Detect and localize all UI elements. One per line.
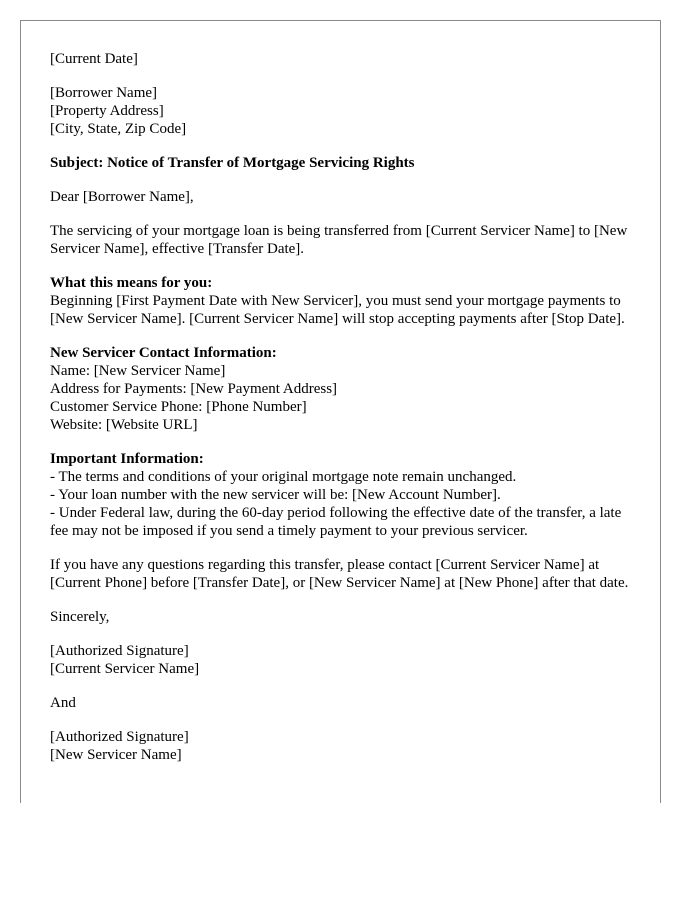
intro-block — [50, 222, 640, 258]
contact-phone: Customer Service Phone: [Phone Number] — [50, 399, 307, 415]
what-this-means-heading: What this means for you: — [50, 275, 213, 291]
what-this-means-text: Beginning [First Payment Date with New Servicer], you must send your mortgage payments to [New Servicer Name]. [Current Servicer Name] will stop accepting payments after [Stop Date]. — [50, 293, 625, 327]
salutation: Dear [Borrower Name], — [50, 189, 194, 205]
conjunction-block — [50, 694, 640, 712]
contact-website: Website: [Website URL] — [50, 417, 198, 433]
important-item: - Your loan number with the new servicer will be: [New Account Number]. — [50, 487, 501, 503]
current-servicer-name: [Current Servicer Name] — [50, 661, 200, 677]
letter-body — [50, 50, 640, 780]
date-block — [50, 50, 640, 68]
recipient-address: [Property Address] — [50, 103, 164, 119]
what-this-means-section — [50, 274, 640, 328]
closing-block — [50, 608, 640, 626]
salutation-block — [50, 188, 640, 206]
intro-paragraph: The servicing of your mortgage loan is being transferred from [Current Servicer Name] to [New Servicer Name], effective [Transfer Date]. — [50, 223, 628, 257]
questions-paragraph: If you have any questions regarding this transfer, please contact [Current Servicer Name] at [Current Phone] before [Transfer Date], or [New Servicer Name] at [New Phone] after that date. — [50, 557, 629, 591]
recipient-city-state-zip: [City, State, Zip Code] — [50, 121, 187, 137]
important-heading: Important Information: — [50, 451, 204, 467]
letter-page — [20, 20, 661, 803]
signature-block-current — [50, 642, 640, 678]
important-section — [50, 450, 640, 540]
important-item: - Under Federal law, during the 60-day period following the effective date of the transfer, a late fee may not be imposed if you send a timely payment to your previous servicer. — [50, 505, 622, 539]
contact-name: Name: [New Servicer Name] — [50, 363, 226, 379]
closing: Sincerely, — [50, 609, 110, 625]
conjunction: And — [50, 695, 76, 711]
contact-address: Address for Payments: [New Payment Address] — [50, 381, 338, 397]
new-servicer-name: [New Servicer Name] — [50, 747, 182, 763]
subject-block — [50, 154, 640, 172]
signature-block-new — [50, 728, 640, 764]
recipient-block — [50, 84, 640, 138]
important-item: - The terms and conditions of your original mortgage note remain unchanged. — [50, 469, 517, 485]
authorized-signature: [Authorized Signature] — [50, 643, 189, 659]
subject-line: Subject: Notice of Transfer of Mortgage Servicing Rights — [50, 155, 415, 171]
contact-heading: New Servicer Contact Information: — [50, 345, 277, 361]
questions-block — [50, 556, 640, 592]
letter-date: [Current Date] — [50, 51, 138, 67]
recipient-name: [Borrower Name] — [50, 85, 158, 101]
contact-section — [50, 344, 640, 434]
authorized-signature: [Authorized Signature] — [50, 729, 189, 745]
